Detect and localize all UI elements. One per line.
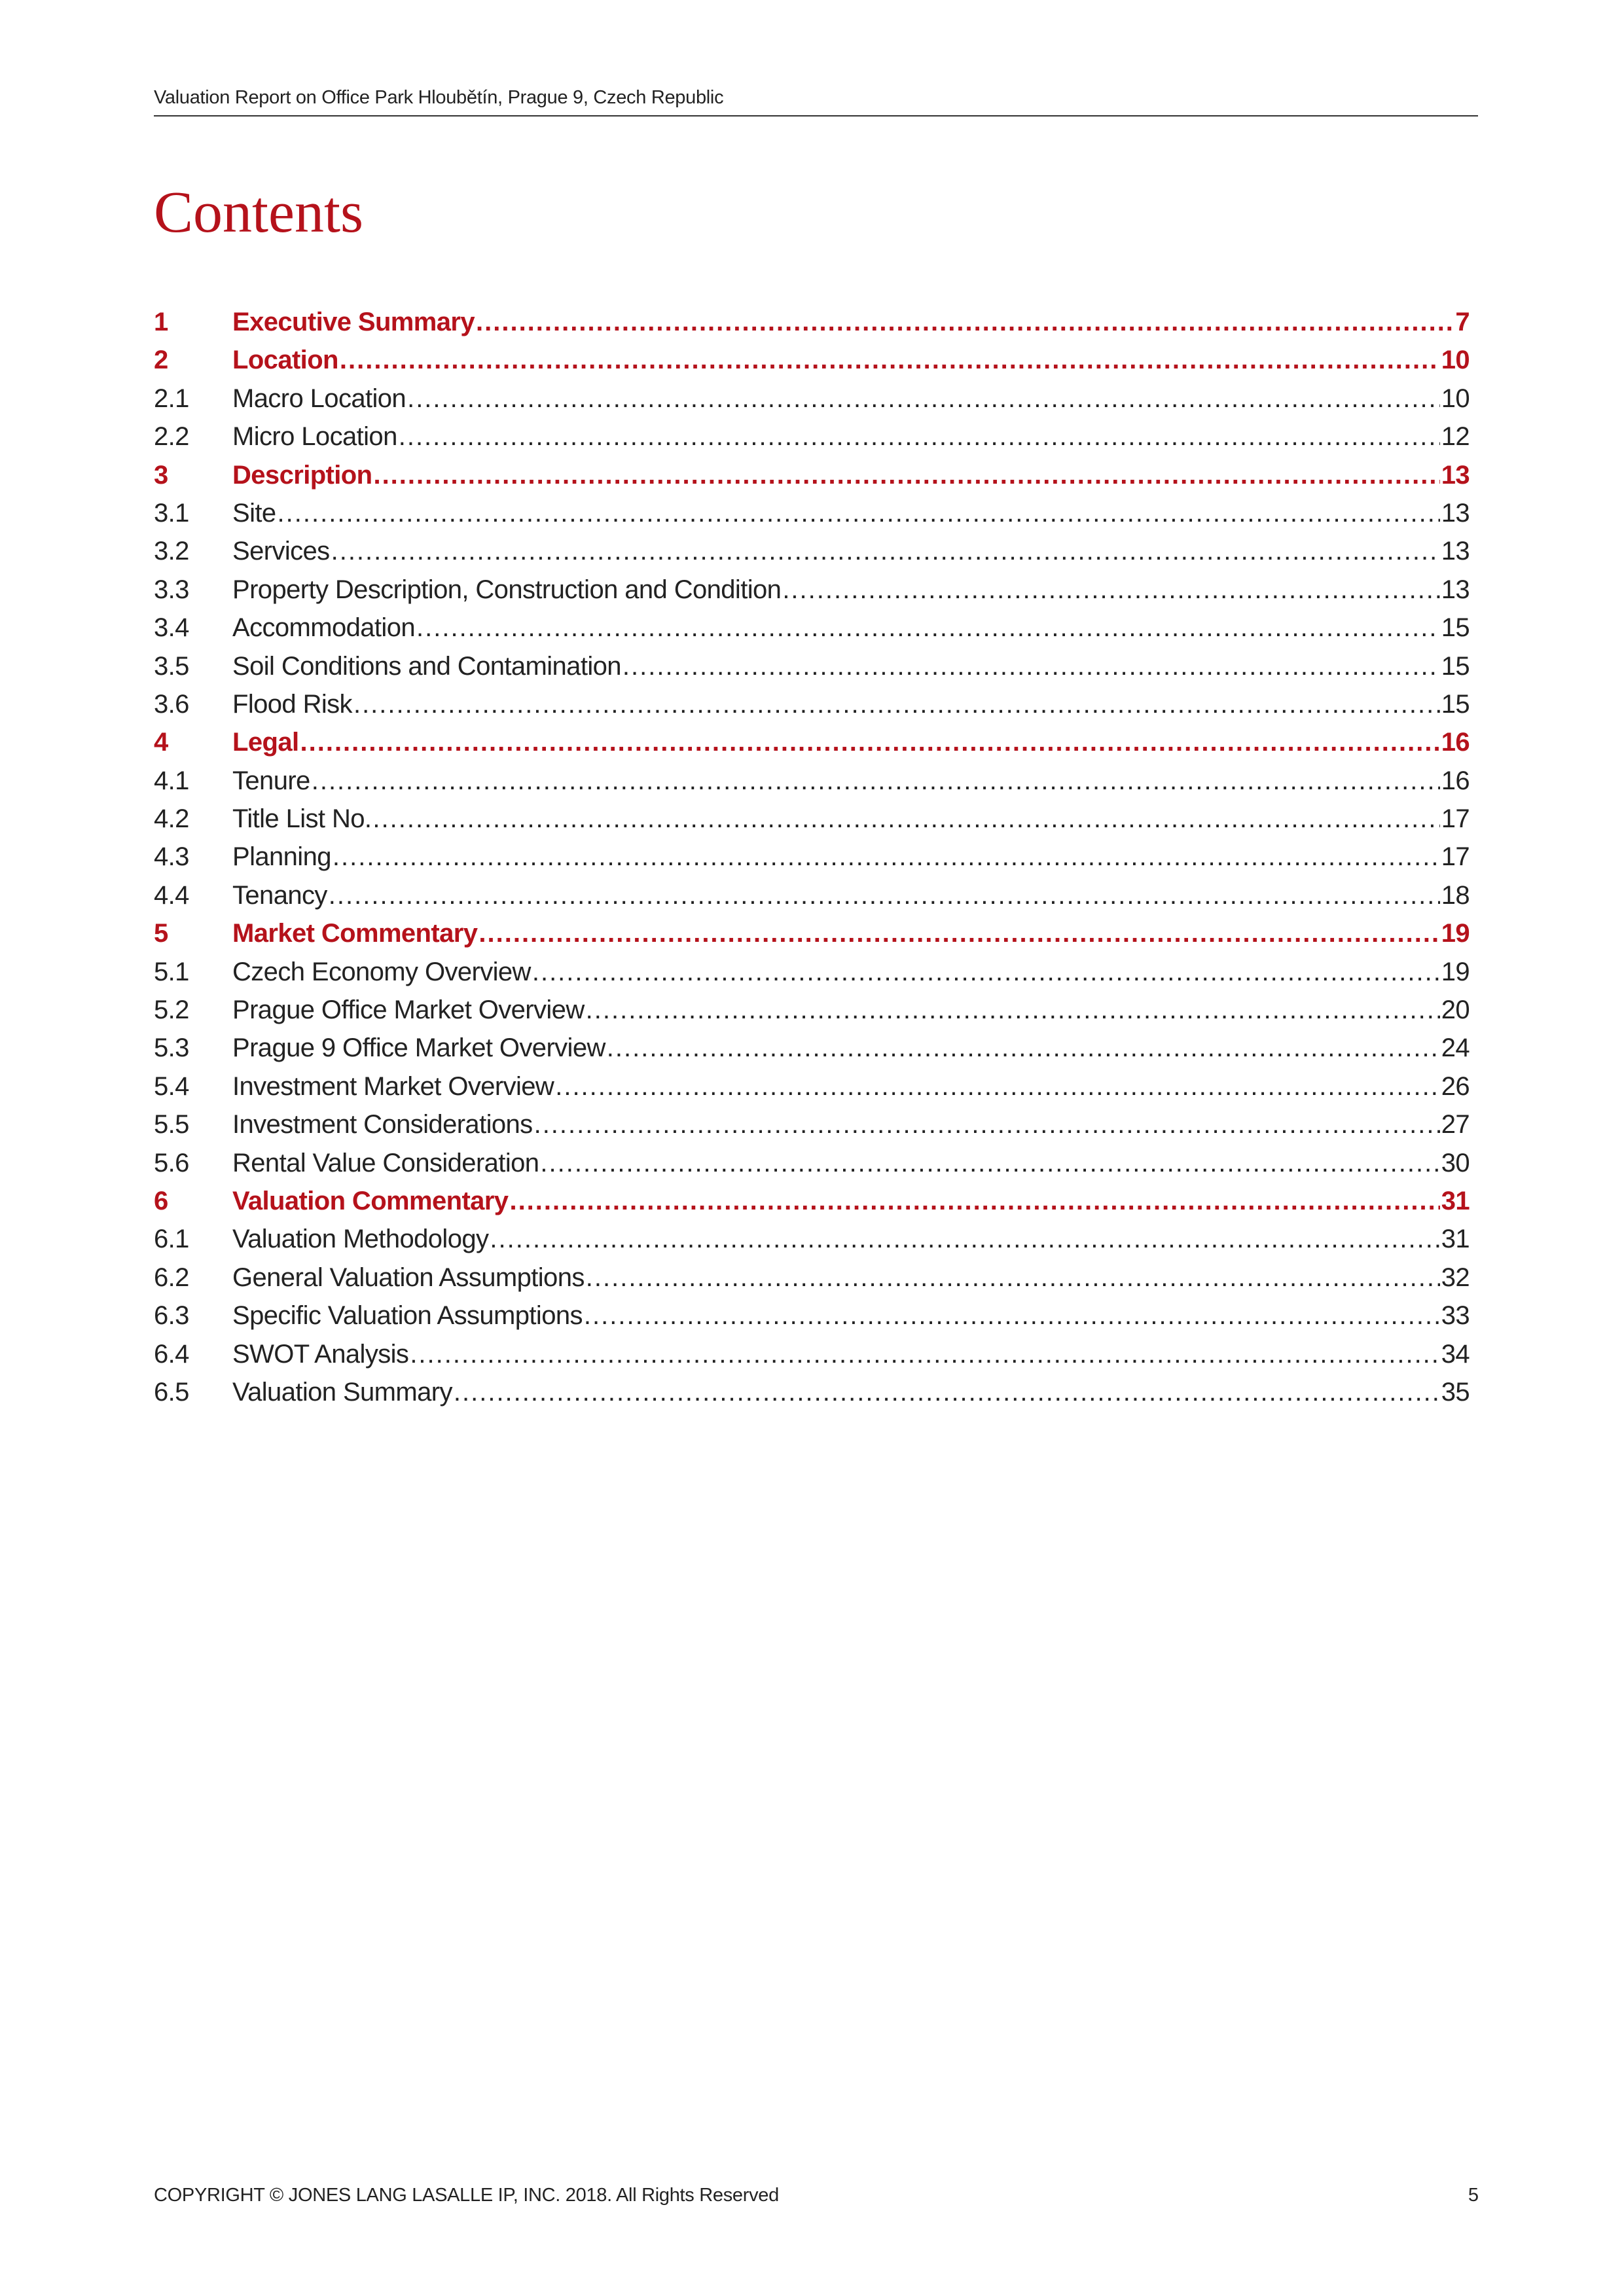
toc-entry-number: 4.4 [154,880,189,910]
toc-entry-title: Planning [232,842,331,872]
toc-entry-page: 30 [1441,1148,1470,1177]
toc-entry-number: 3.5 [154,651,189,681]
toc-entry-number: 6.1 [154,1225,189,1254]
footer-copyright: COPYRIGHT © JONES LANG LASALLE IP, INC. 2018. All Rights Reserved [154,2185,779,2206]
header-rule [154,115,1478,117]
page-title: Contents [154,180,364,245]
toc-entry-number: 2.1 [154,384,189,413]
toc-entry[interactable] [154,1187,1470,1225]
toc-dot-leader [623,652,1440,681]
toc-entry-title: Flood Risk [232,689,352,719]
toc-entry[interactable] [154,652,1470,690]
toc-entry-number: 6.2 [154,1263,189,1292]
toc-entry-title: Location [232,346,338,375]
toc-entry[interactable] [154,1263,1470,1301]
toc-entry-title: Tenancy [232,880,327,910]
toc-entry-number: 4.2 [154,804,189,834]
toc-entry-page: 16 [1441,728,1470,757]
toc-entry-title: Accommodation [232,613,415,643]
toc-entry-title: Title List No. [232,804,372,834]
toc-entry-page: 24 [1441,1033,1470,1063]
toc-entry-page: 7 [1455,308,1470,336]
toc-entry-number: 6.3 [154,1301,189,1331]
toc-entry-page: 10 [1441,346,1470,375]
toc-entry-title: Market Commentary [232,919,478,948]
toc-entry[interactable] [154,1149,1470,1187]
toc-dot-leader [586,1263,1440,1293]
toc-entry-title: SWOT Analysis [232,1339,409,1369]
toc-dot-leader [373,461,1439,490]
toc-entry-title: Legal [232,728,299,757]
toc-entry-page: 15 [1441,613,1470,643]
toc-entry-title: Prague 9 Office Market Overview [232,1033,605,1063]
toc-entry[interactable] [154,537,1470,575]
toc-entry[interactable] [154,499,1470,537]
toc-entry[interactable] [154,1110,1470,1148]
toc-entry-number: 4.1 [154,766,189,795]
toc-entry-page: 32 [1441,1263,1470,1292]
toc-dot-leader [454,1378,1440,1407]
toc-entry[interactable] [154,308,1470,346]
toc-entry-page: 12 [1441,422,1470,452]
toc-entry-title: Executive Summary [232,308,475,336]
toc-entry-title: Prague Office Market Overview [232,996,585,1025]
toc-dot-leader [333,842,1440,872]
toc-dot-leader [278,499,1440,528]
toc-entry[interactable] [154,461,1470,499]
toc-entry-title: Czech Economy Overview [232,957,531,986]
toc-entry-page: 10 [1441,384,1470,413]
toc-dot-leader [300,728,1439,757]
toc-entry[interactable] [154,575,1470,613]
toc-dot-leader [340,346,1440,375]
toc-entry[interactable] [154,1033,1470,1071]
toc-entry-title: Rental Value Consideration [232,1148,539,1177]
toc-dot-leader [331,537,1440,566]
toc-entry-number: 5.6 [154,1148,189,1177]
toc-entry-number: 5 [154,919,168,948]
toc-dot-leader [586,996,1440,1025]
toc-entry-title: Site [232,498,276,528]
toc-entry[interactable] [154,842,1470,880]
toc-dot-leader [407,384,1440,414]
toc-entry-title: Tenure [232,766,310,795]
toc-entry-title: Macro Location [232,384,406,413]
toc-entry-page: 15 [1441,689,1470,719]
toc-entry-page: 18 [1441,880,1470,910]
toc-entry-page: 31 [1441,1225,1470,1254]
toc-dot-leader [329,881,1440,910]
toc-entry-title: Description [232,460,372,490]
toc-entry-title: Micro Location [232,422,397,452]
toc-entry[interactable] [154,1340,1470,1378]
toc-dot-leader [490,1225,1439,1254]
toc-entry-number: 2 [154,346,168,375]
toc-entry[interactable] [154,1225,1470,1263]
toc-entry-number: 2.2 [154,422,189,452]
table-of-contents [154,308,1470,1416]
toc-entry-title: Investment Considerations [232,1110,533,1139]
toc-dot-leader [312,766,1440,796]
running-header: Valuation Report on Office Park Hloubětín, Prague 9, Czech Republic [154,87,724,108]
toc-entry[interactable] [154,766,1470,804]
toc-dot-leader [416,613,1440,643]
toc-entry-page: 19 [1441,957,1470,986]
toc-entry-number: 5.4 [154,1071,189,1101]
toc-dot-leader [399,422,1440,452]
toc-entry-number: 5.3 [154,1033,189,1063]
toc-entry[interactable] [154,384,1470,422]
toc-entry[interactable] [154,422,1470,460]
toc-entry-title: Valuation Commentary [232,1186,509,1215]
toc-entry-page: 17 [1441,842,1470,872]
toc-dot-leader [532,958,1440,987]
toc-dot-leader [410,1340,1439,1369]
toc-entry-title: General Valuation Assumptions [232,1263,585,1292]
toc-entry-page: 13 [1441,460,1470,490]
toc-entry-title: Specific Valuation Assumptions [232,1301,583,1331]
toc-entry[interactable] [154,346,1470,384]
toc-entry-page: 16 [1441,766,1470,795]
toc-dot-leader [607,1033,1440,1063]
toc-entry-number: 4 [154,728,168,757]
toc-entry-number: 5.2 [154,996,189,1025]
toc-entry-page: 17 [1441,804,1470,834]
toc-entry-title: Soil Conditions and Contamination [232,651,621,681]
toc-entry[interactable] [154,1072,1470,1110]
toc-entry-number: 3.4 [154,613,189,643]
toc-entry-title: Valuation Methodology [232,1225,489,1254]
toc-entry-number: 3.3 [154,575,189,604]
toc-entry-page: 13 [1441,575,1470,604]
toc-dot-leader [372,804,1439,834]
toc-entry-page: 20 [1441,996,1470,1025]
toc-entry-title: Investment Market Overview [232,1071,554,1101]
toc-entry[interactable] [154,613,1470,651]
toc-entry-page: 34 [1441,1339,1470,1369]
toc-entry-title: Valuation Summary [232,1377,452,1407]
toc-entry-number: 6.4 [154,1339,189,1369]
toc-entry-page: 35 [1441,1377,1470,1407]
toc-dot-leader [476,308,1454,337]
toc-entry-number: 3.6 [154,689,189,719]
toc-entry[interactable] [154,1378,1470,1416]
toc-dot-leader [478,919,1439,948]
toc-entry-number: 5.5 [154,1110,189,1139]
toc-entry-page: 31 [1441,1186,1470,1215]
toc-entry[interactable] [154,881,1470,919]
toc-entry-number: 4.3 [154,842,189,872]
toc-entry-number: 6.5 [154,1377,189,1407]
toc-entry-number: 3 [154,460,168,490]
toc-entry[interactable] [154,958,1470,996]
toc-entry-page: 15 [1441,651,1470,681]
toc-entry[interactable] [154,728,1470,766]
toc-entry[interactable] [154,1301,1470,1339]
toc-entry[interactable] [154,996,1470,1033]
toc-entry-page: 26 [1441,1071,1470,1101]
toc-dot-leader [534,1110,1440,1139]
toc-dot-leader [555,1072,1439,1102]
toc-entry[interactable] [154,690,1470,728]
toc-dot-leader [509,1187,1439,1216]
toc-entry-number: 1 [154,308,168,336]
toc-dot-leader [540,1149,1439,1178]
toc-entry-page: 19 [1441,919,1470,948]
toc-entry-number: 5.1 [154,957,189,986]
toc-entry-page: 13 [1441,498,1470,528]
toc-entry-number: 6 [154,1186,168,1215]
toc-dot-leader [584,1301,1440,1331]
toc-entry-number: 3.2 [154,537,189,566]
toc-dot-leader [782,575,1439,605]
toc-entry[interactable] [154,804,1470,842]
toc-entry-page: 33 [1441,1301,1470,1331]
toc-entry-page: 27 [1441,1110,1470,1139]
toc-entry[interactable] [154,919,1470,957]
toc-entry-title: Services [232,537,330,566]
footer-page-number: 5 [1468,2185,1479,2206]
toc-entry-title: Property Description, Construction and Condition [232,575,782,604]
toc-entry-number: 3.1 [154,498,189,528]
toc-dot-leader [353,690,1440,719]
toc-entry-page: 13 [1441,537,1470,566]
